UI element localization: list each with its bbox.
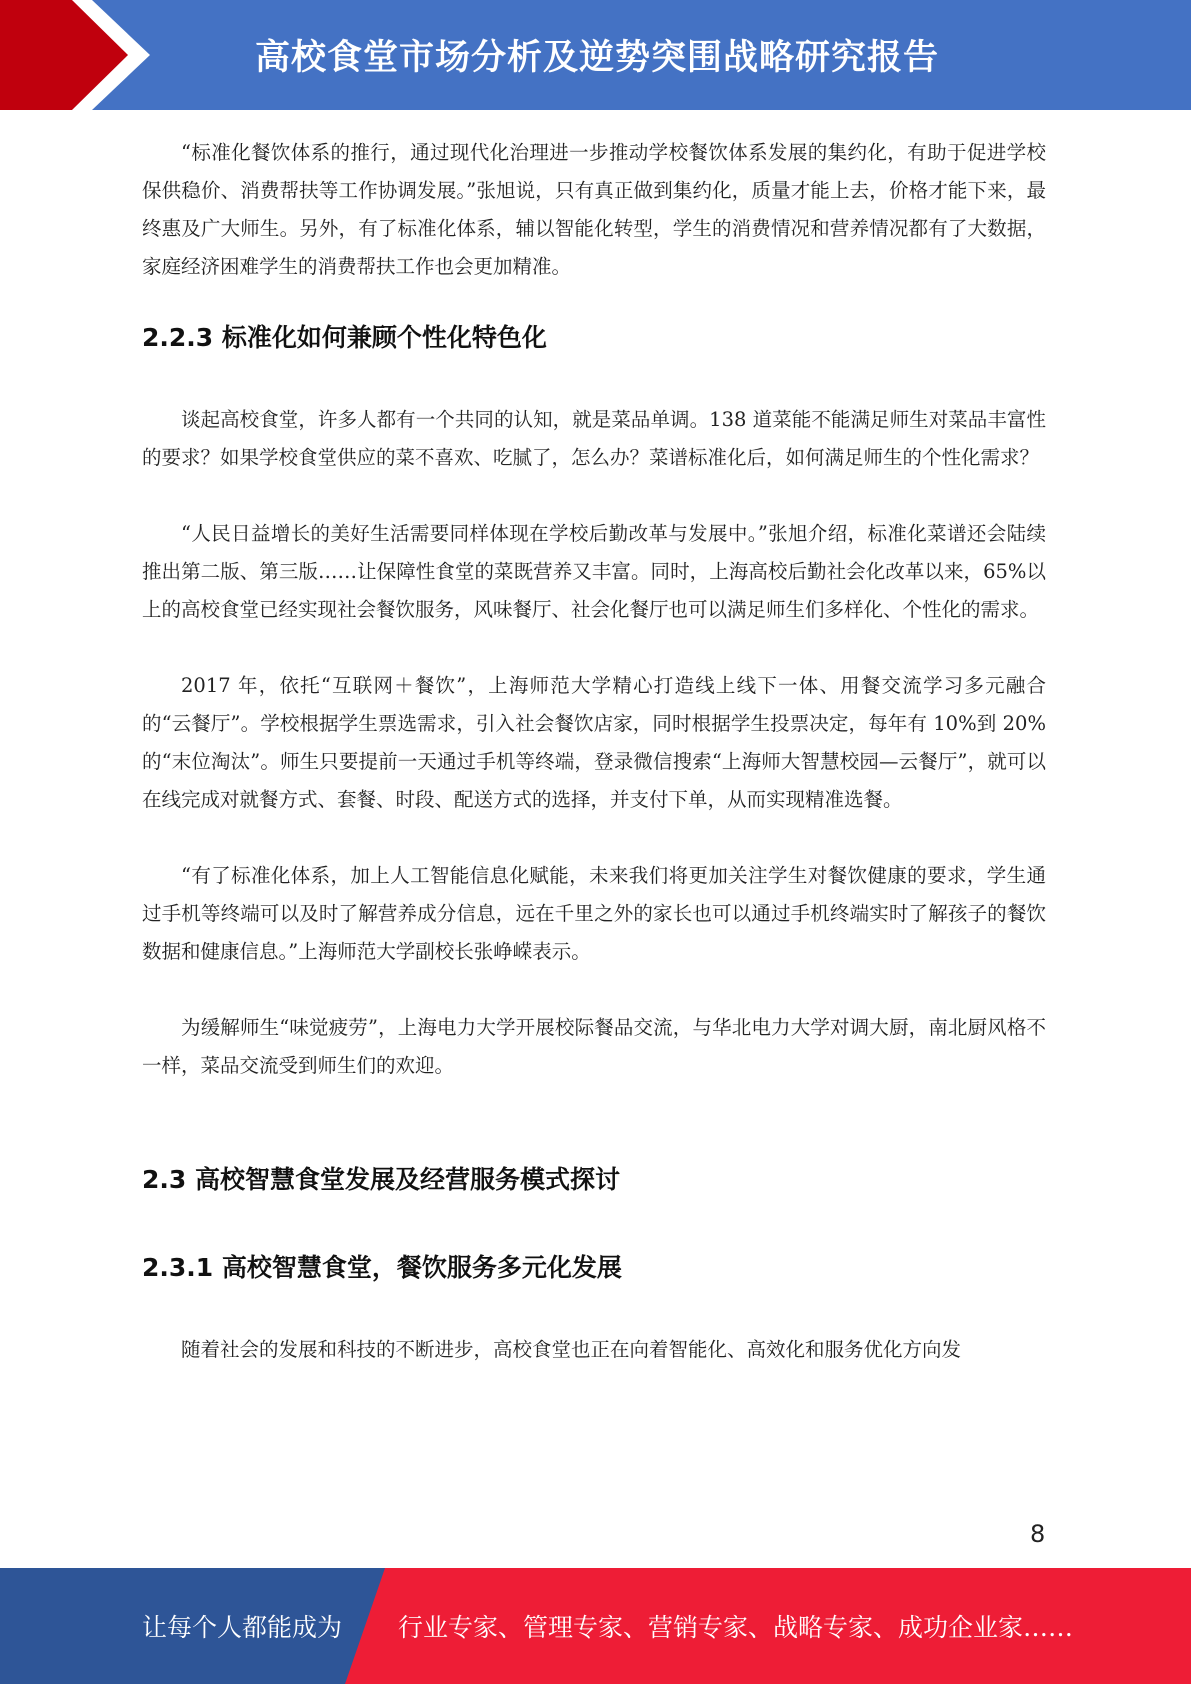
- paragraph-ai-empowerment: “有了标准化体系，加上人工智能信息化赋能，未来我们将更加关注学生对餐饮健康的要求，学生通过手机等终端可以及时了解营养成分信息，远在千里之外的家长也可以通过手机终端实时了解孩子的餐饮数据和健康信息。”上海师范大学副校长张峥嵘表示。: [142, 864, 1046, 963]
- footer-slogan-left: 让每个人都能成为: [142, 1613, 343, 1642]
- main-content: [142, 134, 1046, 1369]
- page-header: [0, 0, 1191, 110]
- page-footer: [0, 1568, 1191, 1684]
- footer-slogan-right: 行业专家、管理专家、营销专家、战略专家、成功企业家……: [398, 1613, 1074, 1642]
- page-number: 8: [1030, 1520, 1046, 1548]
- paragraph-menu-versions: “人民日益增长的美好生活需要同样体现在学校后勤改革与发展中。”张旭介绍，标准化菜谱还会陆续推出第二版、第三版……让保障性食堂的菜既营养又丰富。同时，上海高校后勤社会化改革以来，65%以上的高校食堂已经实现社会餐饮服务，风味餐厅、社会化餐厅也可以满足师生们多样化、个性化的需求。: [142, 522, 1046, 621]
- section-heading-2-3: 2.3 高校智慧食堂发展及经营服务模式探讨: [142, 1165, 620, 1194]
- header-arrow-icon: [0, 0, 150, 110]
- paragraph-smart-canteen-intro: 随着社会的发展和科技的不断进步，高校食堂也正在向着智能化、高效化和服务优化方向发: [181, 1338, 962, 1361]
- section-heading-2-3-1: 2.3.1 高校智慧食堂，餐饮服务多元化发展: [142, 1253, 622, 1282]
- paragraph-menu-monotony: 谈起高校食堂，许多人都有一个共同的认知，就是菜品单调。138 道菜能不能满足师生对菜品丰富性的要求？如果学校食堂供应的菜不喜欢、吃腻了，怎么办？菜谱标准化后，如何满足师生的个性化需求？: [142, 408, 1046, 469]
- section-heading-2-2-3: 2.2.3 标准化如何兼顾个性化特色化: [142, 323, 547, 352]
- document-title: 高校食堂市场分析及逆势突围战略研究报告: [255, 38, 940, 78]
- paragraph-standardization-benefits: “标准化餐饮体系的推行，通过现代化治理进一步推动学校餐饮体系发展的集约化，有助于促进学校保供稳价、消费帮扶等工作协调发展。”张旭说，只有真正做到集约化，质量才能上去，价格才能下来，最终惠及广大师生。另外，有了标准化体系，辅以智能化转型，学生的消费情况和营养情况都有了大数据，家庭经济困难学生的消费帮扶工作也会更加精准。: [142, 141, 1046, 278]
- paragraph-cloud-restaurant: 2017 年，依托“互联网＋餐饮”，上海师范大学精心打造线上线下一体、用餐交流学习多元融合的“云餐厅”。学校根据学生票选需求，引入社会餐饮店家，同时根据学生投票决定，每年有 10%到 20%的“末位淘汰”。师生只要提前一天通过手机等终端，登录微信搜索“上海师大智慧校园—云餐厅”，就可以在线完成对就餐方式、套餐、时段、配送方式的选择，并支付下单，从而实现精准选餐。: [142, 674, 1046, 811]
- paragraph-taste-fatigue: 为缓解师生“味觉疲劳”，上海电力大学开展校际餐品交流，与华北电力大学对调大厨，南北厨风格不一样，菜品交流受到师生们的欢迎。: [142, 1016, 1046, 1077]
